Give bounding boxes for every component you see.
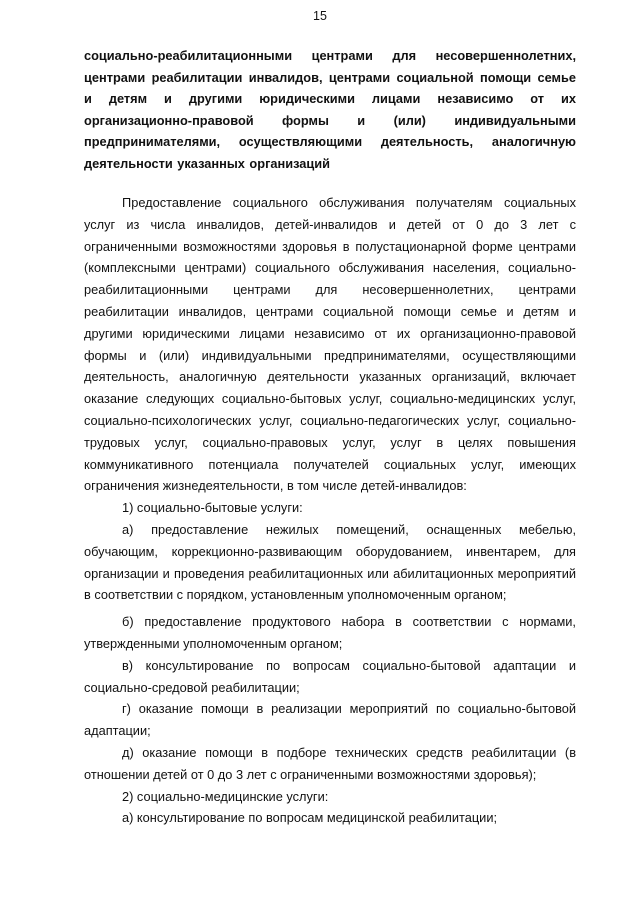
list-item: 1) социально-бытовые услуги: — [122, 500, 303, 516]
list-item: д) оказание помощи в подборе технических средств реабилитации (в отношении детей от 0 до 3 лет с ограниченными возможностями здоровья); — [84, 744, 576, 782]
list-item: б) предоставление продуктового набора в соответствии с нормами, утвержденными уполномоченным органом; — [84, 614, 576, 651]
list-item: г) оказание помощи в реализации мероприятий по социально-бытовой адаптации; — [84, 701, 576, 739]
list-item: 2) социально-медицинские услуги: — [122, 788, 329, 804]
list-item: а) предоставление нежилых помещений, оснащенных мебелью, обучающим, коррекционно-развивающим оборудованием, инвентарем, для организации и проведения реабилитационных или абилитационных мероприятий в соответствии с порядком, установленным уполномоченным органом; — [84, 521, 576, 603]
section-heading: социально-реабилитационными центрами для несовершеннолетних, центрами реабилитации инвалидов, центрами социальной помощи семье и детям и другими юридическими лицами независимо от их организационно-правовой формы и (или) индивидуальными предпринимателями, осуществляющими деятельность, аналогичную деятельности указанных организаций — [84, 48, 576, 171]
intro-paragraph: Предоставление социального обслуживания получателям социальных услуг из числа инвалидов, детей-инвалидов и детей от 0 до 3 лет с ограниченными возможностями здоровья в полустационарной форме центрами (комплексными центрами) социального обслуживания населения, социально-реабилитационными центрами для несовершеннолетних, центрами реабилитации инвалидов, центрами социальной помощи семье и детям и другими юридическими лицами независимо от их организационно-правовой формы и (или) индивидуальными предпринимателями, осуществляющими деятельность, аналогичную деятельности указанных организаций, включает оказание следующих социально-бытовых услуг, социально-медицинских услуг, социально-психологических услуг, социально-педагогических услуг, социально-трудовых услуг, социально-правовых услуг, услуг в целях повышения коммуникативного потенциала получателей социальных услуг, имеющих ограничения жизнедеятельности, в том числе детей-инвалидов: — [84, 195, 576, 494]
page-number: 15 — [313, 9, 327, 23]
list-item: в) консультирование по вопросам социально-бытовой адаптации и социально-средовой реабилитации; — [84, 657, 576, 695]
list-item: а) консультирование по вопросам медицинской реабилитации; — [122, 810, 498, 826]
document-body — [84, 192, 576, 829]
